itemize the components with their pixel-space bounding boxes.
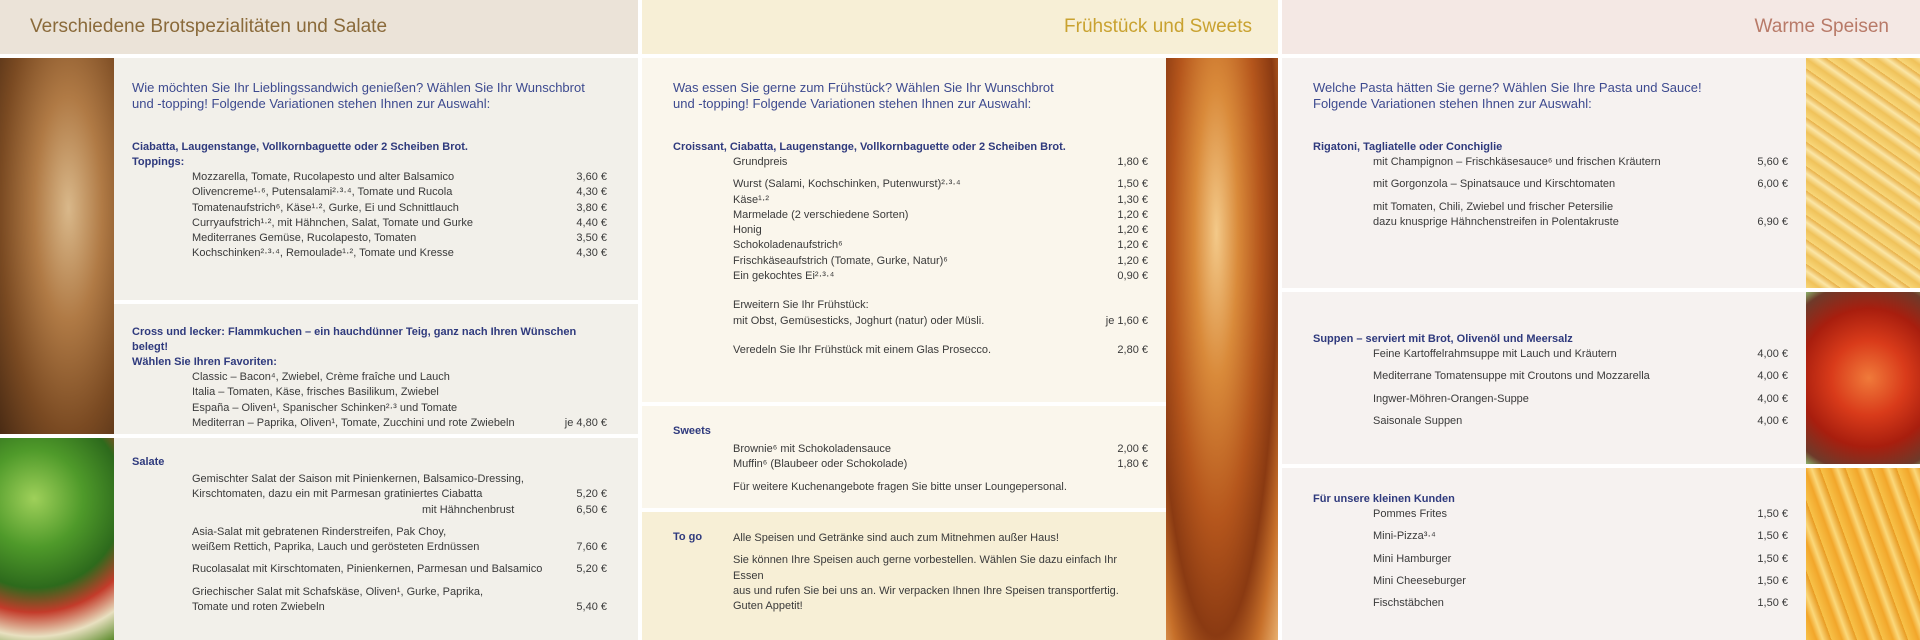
item-price: 4,00 € xyxy=(1757,348,1788,360)
menu-item xyxy=(1313,177,1788,192)
item-price: 4,00 € xyxy=(1757,392,1788,405)
item-price: 1,50 € xyxy=(1757,530,1788,543)
togo-section xyxy=(673,530,1148,614)
menu-item xyxy=(673,442,1148,457)
item-name: Marmelade (2 verschiedene Sorten) xyxy=(733,208,909,221)
menu-item xyxy=(132,562,607,577)
section-heading: Salate xyxy=(132,456,165,468)
item-price: je 4,80 € xyxy=(564,416,607,429)
item-name: Mediterrane Tomatensuppe mit Croutons und Mozzarella xyxy=(1373,370,1650,383)
menu-item xyxy=(673,193,1148,208)
menu-item xyxy=(132,385,607,400)
item-name: Brownie⁶ mit Schokoladensauce xyxy=(733,443,892,455)
pasta-section xyxy=(1313,80,1788,230)
item-name: Gemischter Salat der Saison mit Pinienkernen, Balsamico-Dressing, Kirschtomaten, dazu ein mit Parmesan gratiniertes Ciabatta xyxy=(192,473,524,501)
item-price: 1,50 € xyxy=(1757,552,1788,565)
section-heading: Toppings: xyxy=(132,156,185,168)
item-name: Kochschinken²·³·⁴, Remoulade¹·², Tomate und Kresse xyxy=(192,247,454,260)
item-name: Käse¹·² xyxy=(733,193,770,206)
menu-item xyxy=(673,155,1148,170)
menu-item xyxy=(673,208,1148,223)
item-price: 5,20 € xyxy=(576,488,607,501)
item-price: 1,20 € xyxy=(1117,254,1148,267)
header-bar xyxy=(0,0,638,54)
item-price: 4,00 € xyxy=(1757,370,1788,383)
item-name: Classic – Bacon⁴, Zwiebel, Crème fraîche und Lauch xyxy=(192,371,450,383)
item-name: Tomatenaufstrich⁶, Käse¹·², Gurke, Ei und Schnittlauch xyxy=(192,201,459,214)
item-price: 4,30 € xyxy=(576,247,607,260)
section-heading: Sweets xyxy=(673,425,711,437)
item-price: 7,60 € xyxy=(576,541,607,554)
menu-item xyxy=(132,401,607,416)
soup-photo xyxy=(1806,292,1920,464)
menu-item xyxy=(1313,552,1788,567)
item-name: Mediterran – Paprika, Oliven¹, Tomate, Zucchini und rote Zwiebeln xyxy=(192,416,515,429)
item-price: 2,80 € xyxy=(1117,343,1148,356)
section-heading: Für unsere kleinen Kunden xyxy=(1313,493,1455,505)
menu-item xyxy=(1313,392,1788,407)
panel-title: Frühstück und Sweets xyxy=(1064,16,1252,37)
item-price: 1,50 € xyxy=(1757,508,1788,520)
item-name: mit Tomaten, Chili, Zwiebel und frischer Petersilie dazu knusprige Hähnchenstreifen in Polentakruste xyxy=(1373,200,1619,228)
item-name: Italia – Tomaten, Käse, frisches Basilikum, Zwiebel xyxy=(192,386,439,399)
item-name: Asia-Salat mit gebratenen Rinderstreifen, Pak Choy, weißem Rettich, Paprika, Lauch und gerösteten Erdnüssen xyxy=(192,525,480,554)
item-name: Honig xyxy=(733,224,762,237)
menu-item xyxy=(132,185,607,200)
item-price: 1,50 € xyxy=(1757,574,1788,587)
menu-item xyxy=(1313,200,1788,231)
intro-text: Was essen Sie gerne zum Frühstück? Wählen Sie Ihr Wunschbrot und -topping! Folgende Variationen stehen Ihnen zur Auswahl: xyxy=(673,80,1054,111)
divider xyxy=(114,300,638,304)
item-name: Mediterranes Gemüse, Rucolapesto, Tomaten xyxy=(192,232,417,245)
salads-section xyxy=(132,455,607,615)
item-name: Mini-Pizza³·⁴ xyxy=(1373,530,1436,543)
item-name: Rucolasalat mit Kirschtomaten, Pinienkernen, Parmesan und Balsamico xyxy=(192,563,543,576)
item-price: 1,20 € xyxy=(1117,208,1148,221)
item-price: 3,60 € xyxy=(576,171,607,183)
section-heading: Cross und lecker: Flammkuchen – ein hauchdünner Teig, ganz nach Ihren Wünschen belegt! xyxy=(132,326,577,353)
menu-item xyxy=(1313,347,1788,362)
menu-item xyxy=(673,298,1148,329)
item-price: 0,90 € xyxy=(1117,270,1148,283)
section-heading: Ciabatta, Laugenstange, Vollkornbaguette oder 2 Scheiben Brot. xyxy=(132,141,468,153)
panel-title: Verschiedene Brotspezialitäten und Salate xyxy=(30,16,388,37)
menu-item xyxy=(132,472,607,503)
menu-item xyxy=(673,238,1148,253)
item-name: Schokoladenaufstrich⁶ xyxy=(733,239,843,252)
item-name: Feine Kartoffelrahmsuppe mit Lauch und Kräutern xyxy=(1373,348,1617,360)
menu-item xyxy=(1313,369,1788,384)
menu-item xyxy=(132,416,607,431)
item-price: 5,60 € xyxy=(1757,156,1788,168)
item-price: 1,20 € xyxy=(1117,239,1148,252)
breakfast-section xyxy=(673,80,1148,358)
menu-item xyxy=(132,231,607,246)
panel-warm-dishes xyxy=(1282,0,1920,640)
menu-item xyxy=(132,503,607,518)
sweets-section xyxy=(673,424,1148,495)
section-heading: To go xyxy=(673,531,703,543)
menu-item xyxy=(132,201,607,216)
item-price: 2,00 € xyxy=(1117,443,1148,455)
item-price: 1,20 € xyxy=(1117,224,1148,237)
item-price: 1,50 € xyxy=(1117,178,1148,191)
section-heading: Rigatoni, Tagliatelle oder Conchiglie xyxy=(1313,141,1503,153)
fries-photo xyxy=(1806,468,1920,640)
item-price: 3,80 € xyxy=(576,201,607,214)
item-name: mit Hähnchenbrust xyxy=(422,503,515,516)
section-heading: Croissant, Ciabatta, Laugenstange, Vollkornbaguette oder 2 Scheiben Brot. xyxy=(673,141,1066,153)
info-note: Für weitere Kuchenangebote fragen Sie bitte unser Loungepersonal. xyxy=(733,480,1067,493)
divider xyxy=(642,402,1166,406)
item-name: mit Champignon – Frischkäsesauce⁶ und frischen Kräutern xyxy=(1373,156,1661,168)
item-name: Olivencreme¹·⁶, Putensalami²·³·⁴, Tomate und Rucola xyxy=(192,186,453,199)
menu-item xyxy=(673,223,1148,238)
item-price: 4,40 € xyxy=(576,216,607,229)
item-name: Grundpreis xyxy=(733,156,788,168)
item-name: Veredeln Sie Ihr Frühstück mit einem Glas Prosecco. xyxy=(733,343,991,356)
item-name: Ingwer-Möhren-Orangen-Suppe xyxy=(1373,392,1529,405)
panel-breakfast-sweets xyxy=(642,0,1278,640)
item-name: Saisonale Suppen xyxy=(1373,414,1463,427)
item-name: Curryaufstrich¹·², mit Hähnchen, Salat, Tomate und Gurke xyxy=(192,216,474,229)
item-price: 1,80 € xyxy=(1117,458,1148,471)
kids-section xyxy=(1313,492,1788,611)
flammkuchen-section xyxy=(132,325,607,431)
intro-text: Welche Pasta hätten Sie gerne? Wählen Sie Ihre Pasta und Sauce! Folgende Variationen stehen Ihnen zur Auswahl: xyxy=(1313,80,1702,111)
menu-item xyxy=(132,525,607,556)
sandwich-section xyxy=(132,80,607,262)
item-price: 3,50 € xyxy=(576,232,607,245)
item-price: 6,50 € xyxy=(576,503,607,516)
salad-photo xyxy=(0,438,114,640)
item-price: 1,80 € xyxy=(1117,156,1148,168)
menu-item xyxy=(132,216,607,231)
menu-item xyxy=(1313,529,1788,544)
item-price: 5,20 € xyxy=(576,563,607,576)
menu-item xyxy=(132,585,607,616)
item-name: Mini Hamburger xyxy=(1373,552,1452,565)
soups-section xyxy=(1313,332,1788,429)
header-bar xyxy=(1282,0,1920,54)
item-name: mit Gorgonzola – Spinatsauce und Kirschtomaten xyxy=(1373,178,1616,191)
croissant-photo xyxy=(1166,58,1278,640)
item-name: Fischstäbchen xyxy=(1373,597,1444,610)
menu-item xyxy=(673,343,1148,358)
header-bar xyxy=(642,0,1278,54)
menu-item xyxy=(132,170,607,185)
item-name: España – Oliven¹, Spanischer Schinken²·³ und Tomate xyxy=(192,401,458,414)
item-name: Muffin⁶ (Blaubeer oder Schokolade) xyxy=(733,458,908,471)
panel-title: Warme Speisen xyxy=(1754,16,1889,37)
menu-item xyxy=(673,254,1148,269)
menu-item xyxy=(1313,155,1788,170)
info-note: Alle Speisen und Getränke sind auch zum Mitnehmen außer Haus! xyxy=(733,532,1059,544)
section-heading: Suppen – serviert mit Brot, Olivenöl und Meersalz xyxy=(1313,333,1573,345)
divider xyxy=(114,434,638,438)
menu-item xyxy=(132,370,607,385)
item-name: Mini Cheeseburger xyxy=(1373,574,1466,587)
item-name: Mozzarella, Tomate, Rucolapesto und alter Balsamico xyxy=(192,171,455,183)
item-price: 6,00 € xyxy=(1757,178,1788,191)
info-note: Sie können Ihre Speisen auch gerne vorbestellen. Wählen Sie dazu einfach Ihr Essen aus und rufen Sie bei uns an. Wir verpacken Ihnen Ihre Speisen transportfertig. Guten Appetit! xyxy=(733,554,1119,613)
menu-item xyxy=(1313,596,1788,611)
menu-item xyxy=(1313,414,1788,429)
item-price: 4,00 € xyxy=(1757,414,1788,427)
menu-item xyxy=(673,177,1148,192)
bread-photo xyxy=(0,58,114,434)
item-price: 5,40 € xyxy=(576,601,607,614)
section-heading: Wählen Sie Ihren Favoriten: xyxy=(132,356,277,368)
intro-text: Wie möchten Sie Ihr Lieblingssandwich genießen? Wählen Sie Ihr Wunschbrot und -topping! Folgende Variationen stehen Ihnen zur Auswahl: xyxy=(132,80,585,111)
menu-item xyxy=(673,269,1148,284)
item-price: 1,30 € xyxy=(1117,193,1148,206)
panel-bread-salads xyxy=(0,0,638,640)
menu-item xyxy=(1313,574,1788,589)
item-name: Griechischer Salat mit Schafskäse, Oliven¹, Gurke, Paprika, Tomate und roten Zwiebeln xyxy=(192,585,483,614)
item-name: Wurst (Salami, Kochschinken, Putenwurst)²·³·⁴ xyxy=(733,178,961,191)
item-name: Pommes Frites xyxy=(1373,508,1447,520)
item-price: 6,90 € xyxy=(1757,215,1788,228)
menu-item xyxy=(1313,507,1788,522)
item-price: je 1,60 € xyxy=(1105,314,1148,327)
item-name: Erweitern Sie Ihr Frühstück: mit Obst, Gemüsesticks, Joghurt (natur) oder Müsli. xyxy=(733,299,985,327)
item-price: 4,30 € xyxy=(576,186,607,199)
pasta-photo xyxy=(1806,58,1920,288)
menu-item xyxy=(132,246,607,261)
item-price: 1,50 € xyxy=(1757,597,1788,610)
item-name: Ein gekochtes Ei²·³·⁴ xyxy=(733,270,835,283)
menu-item xyxy=(673,457,1148,472)
item-name: Frischkäseaufstrich (Tomate, Gurke, Natur)⁶ xyxy=(733,254,948,267)
